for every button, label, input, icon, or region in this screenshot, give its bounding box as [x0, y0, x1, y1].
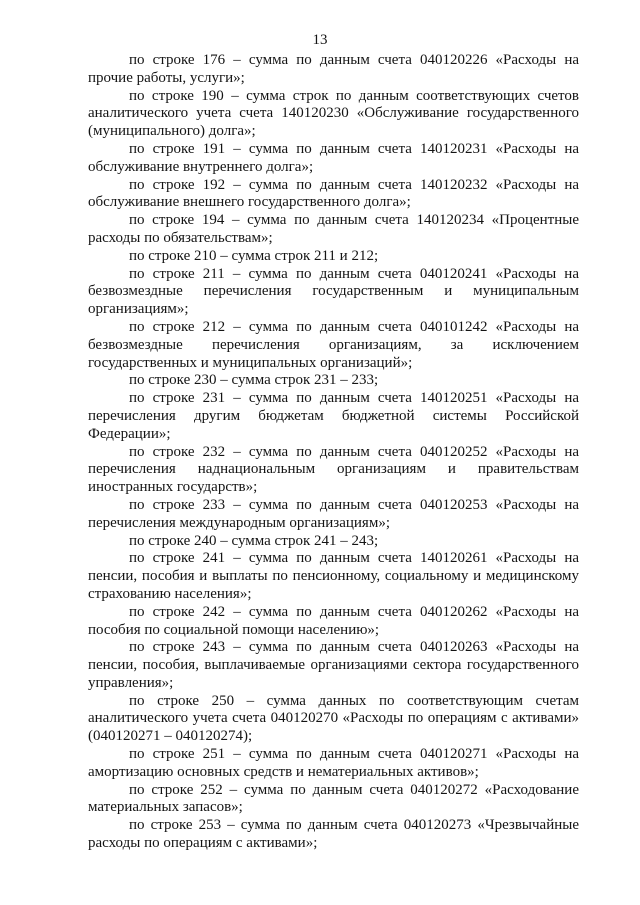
paragraph-line-253: по строке 253 – сумма по данным счета 040120273 «Чрезвычайные расходы по операциям с активами»;	[88, 817, 579, 852]
paragraph-line-240: по строке 240 – сумма строк 241 – 243;	[129, 532, 379, 549]
paragraph-line-191: по строке 191 – сумма по данным счета 140120231 «Расходы на обслуживание внутреннего долга»;	[88, 140, 579, 175]
paragraph-line-233: по строке 233 – сумма по данным счета 040120253 «Расходы на перечисления международным организациям»;	[88, 496, 579, 531]
paragraph-line-190: по строке 190 – сумма строк по данным соответствующих счетов аналитического учета счета 140120230 «Обслуживание государственного (муниципального) долга»;	[88, 87, 579, 140]
paragraph-line-194: по строке 194 – сумма по данным счета 140120234 «Процентные расходы по обязательствам»;	[88, 212, 579, 246]
paragraph-line-211: по строке 211 – сумма по данным счета 040120241 «Расходы на безвозмездные перечисления государственным и муниципальным организациям»;	[88, 265, 579, 318]
paragraph-line-210: по строке 210 – сумма строк 211 и 212;	[129, 247, 379, 264]
paragraph-line-251: по строке 251 – сумма по данным счета 040120271 «Расходы на амортизацию основных средств и нематериальных активов»;	[88, 746, 579, 780]
paragraph-line-192: по строке 192 – сумма по данным счета 140120232 «Расходы на обслуживание внешнего государственного долга»;	[88, 176, 579, 211]
paragraph-line-242: по строке 242 – сумма по данным счета 040120262 «Расходы на пособия по социальной помощи населению»;	[88, 603, 579, 638]
paragraph-line-176: по строке 176 – сумма по данным счета 040120226 «Расходы на прочие работы, услуги»;	[88, 52, 579, 86]
paragraph-line-231: по строке 231 – сумма по данным счета 140120251 «Расходы на перечисления другим бюджетам бюджетной системы Российской Федерации»;	[88, 390, 579, 442]
paragraph-line-241: по строке 241 – сумма по данным счета 140120261 «Расходы на пенсии, пособия и выплаты по пенсионному, социальному и медицинскому страхованию населения»;	[88, 550, 579, 602]
document-body	[88, 52, 579, 853]
paragraph-line-243: по строке 243 – сумма по данным счета 040120263 «Расходы на пенсии, пособия, выплачиваемые организациями сектора государственного управления»;	[88, 639, 579, 691]
paragraph-line-252: по строке 252 – сумма по данным счета 040120272 «Расходование материальных запасов»;	[88, 781, 579, 816]
paragraph-line-212: по строке 212 – сумма по данным счета 040101242 «Расходы на безвозмездные перечисления организациям, за исключением государственных и муниципальных организаций»;	[88, 318, 579, 371]
page-number: 13	[312, 32, 328, 48]
paragraph-line-232: по строке 232 – сумма по данным счета 040120252 «Расходы на перечисления наднациональным организациям и правительствам иностранных государств»;	[88, 443, 579, 496]
paragraph-line-250: по строке 250 – сумма данных по соответствующим счетам аналитического учета счета 040120270 «Расходы по операциям с активами» (040120271 – 040120274);	[88, 692, 579, 745]
paragraph-line-230: по строке 230 – сумма строк 231 – 233;	[129, 372, 379, 389]
